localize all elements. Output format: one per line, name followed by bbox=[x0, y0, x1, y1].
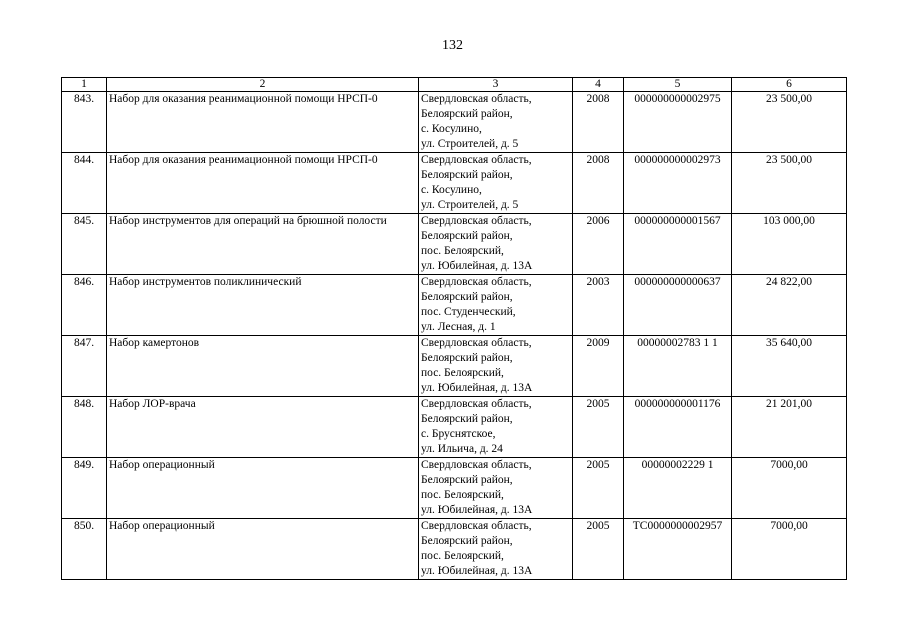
page-number: 132 bbox=[442, 38, 463, 53]
item-address bbox=[419, 275, 573, 336]
address-line: Свердловская область, bbox=[421, 398, 532, 410]
item-name: Набор камертонов bbox=[107, 336, 419, 397]
address-line: ул. Ильича, д. 24 bbox=[421, 443, 503, 455]
inventory-number: 000000000002975 bbox=[624, 92, 732, 153]
item-year: 2005 bbox=[573, 519, 624, 580]
item-cost: 7000,00 bbox=[732, 458, 847, 519]
item-year: 2008 bbox=[573, 92, 624, 153]
row-number: 850. bbox=[62, 519, 107, 580]
header-cell: 4 bbox=[573, 78, 624, 92]
address-line: Свердловская область, bbox=[421, 520, 532, 532]
inventory-number: ТС0000000002957 bbox=[624, 519, 732, 580]
item-year: 2003 bbox=[573, 275, 624, 336]
address-line: Белоярский район, bbox=[421, 108, 513, 120]
address-line: с. Бруснятское, bbox=[421, 428, 496, 440]
item-address bbox=[419, 397, 573, 458]
row-number: 846. bbox=[62, 275, 107, 336]
address-line: пос. Белоярский, bbox=[421, 245, 504, 257]
item-year: 2005 bbox=[573, 458, 624, 519]
header-cell: 6 bbox=[732, 78, 847, 92]
table-body bbox=[62, 92, 847, 580]
table-row bbox=[62, 214, 847, 275]
address-line: Свердловская область, bbox=[421, 93, 532, 105]
item-address bbox=[419, 214, 573, 275]
inventory-number: 00000002229 1 bbox=[624, 458, 732, 519]
address-line: Белоярский район, bbox=[421, 169, 513, 181]
header-cell: 5 bbox=[624, 78, 732, 92]
address-line: Белоярский район, bbox=[421, 535, 513, 547]
row-number: 843. bbox=[62, 92, 107, 153]
item-name: Набор для оказания реанимационной помощи НРСП-0 bbox=[107, 92, 419, 153]
address-line: Свердловская область, bbox=[421, 276, 532, 288]
item-cost: 103 000,00 bbox=[732, 214, 847, 275]
item-address bbox=[419, 153, 573, 214]
inventory-number: 000000000001176 bbox=[624, 397, 732, 458]
address-line: с. Косулино, bbox=[421, 184, 482, 196]
address-line: пос. Студенческий, bbox=[421, 306, 516, 318]
item-name: Набор ЛОР-врача bbox=[107, 397, 419, 458]
address-line: пос. Белоярский, bbox=[421, 367, 504, 379]
item-address bbox=[419, 519, 573, 580]
address-line: Белоярский район, bbox=[421, 291, 513, 303]
header-cell: 1 bbox=[62, 78, 107, 92]
table-row bbox=[62, 336, 847, 397]
address-line: Белоярский район, bbox=[421, 413, 513, 425]
address-line: Свердловская область, bbox=[421, 337, 532, 349]
address-line: ул. Юбилейная, д. 13А bbox=[421, 565, 533, 577]
address-line: пос. Белоярский, bbox=[421, 550, 504, 562]
address-line: ул. Лесная, д. 1 bbox=[421, 321, 496, 333]
table-row bbox=[62, 458, 847, 519]
address-line: ул. Строителей, д. 5 bbox=[421, 199, 519, 211]
inventory-number: 00000002783 1 1 bbox=[624, 336, 732, 397]
row-number: 848. bbox=[62, 397, 107, 458]
address-line: ул. Юбилейная, д. 13А bbox=[421, 260, 533, 272]
item-address bbox=[419, 336, 573, 397]
inventory-number: 000000000001567 bbox=[624, 214, 732, 275]
header-cell: 3 bbox=[419, 78, 573, 92]
item-year: 2006 bbox=[573, 214, 624, 275]
item-cost: 24 822,00 bbox=[732, 275, 847, 336]
address-line: с. Косулино, bbox=[421, 123, 482, 135]
inventory-number: 000000000000637 bbox=[624, 275, 732, 336]
address-line: ул. Юбилейная, д. 13А bbox=[421, 382, 533, 394]
address-line: ул. Юбилейная, д. 13А bbox=[421, 504, 533, 516]
address-line: Свердловская область, bbox=[421, 154, 532, 166]
item-name: Набор операционный bbox=[107, 519, 419, 580]
row-number: 847. bbox=[62, 336, 107, 397]
row-number: 845. bbox=[62, 214, 107, 275]
item-address bbox=[419, 92, 573, 153]
table-row bbox=[62, 275, 847, 336]
table-row bbox=[62, 92, 847, 153]
item-year: 2008 bbox=[573, 153, 624, 214]
address-line: Свердловская область, bbox=[421, 215, 532, 227]
header-row bbox=[62, 78, 847, 92]
item-name: Набор инструментов поликлинический bbox=[107, 275, 419, 336]
item-name: Набор инструментов для операций на брюшной полости bbox=[107, 214, 419, 275]
item-cost: 7000,00 bbox=[732, 519, 847, 580]
address-line: Белоярский район, bbox=[421, 474, 513, 486]
table-row bbox=[62, 397, 847, 458]
table-row bbox=[62, 519, 847, 580]
address-line: Белоярский район, bbox=[421, 352, 513, 364]
row-number: 849. bbox=[62, 458, 107, 519]
address-line: ул. Строителей, д. 5 bbox=[421, 138, 519, 150]
item-address bbox=[419, 458, 573, 519]
row-number: 844. bbox=[62, 153, 107, 214]
inventory-number: 000000000002973 bbox=[624, 153, 732, 214]
address-line: Белоярский район, bbox=[421, 230, 513, 242]
item-cost: 23 500,00 bbox=[732, 92, 847, 153]
item-name: Набор операционный bbox=[107, 458, 419, 519]
item-year: 2009 bbox=[573, 336, 624, 397]
address-line: Свердловская область, bbox=[421, 459, 532, 471]
item-name: Набор для оказания реанимационной помощи НРСП-0 bbox=[107, 153, 419, 214]
item-cost: 21 201,00 bbox=[732, 397, 847, 458]
address-line: пос. Белоярский, bbox=[421, 489, 504, 501]
property-registry-table bbox=[61, 77, 847, 580]
item-year: 2005 bbox=[573, 397, 624, 458]
table-row bbox=[62, 153, 847, 214]
item-cost: 35 640,00 bbox=[732, 336, 847, 397]
item-cost: 23 500,00 bbox=[732, 153, 847, 214]
header-cell: 2 bbox=[107, 78, 419, 92]
